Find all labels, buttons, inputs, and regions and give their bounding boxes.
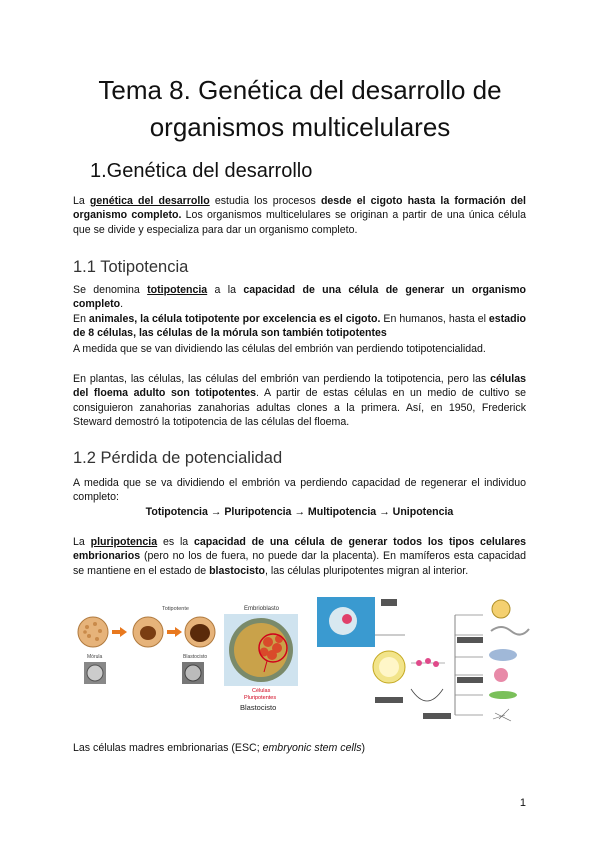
document-title bbox=[60, 72, 540, 146]
oocyte-cell bbox=[492, 600, 510, 618]
potency-sequence bbox=[73, 505, 526, 519]
para-emphasis: capacidad de una célula de generar un organismo completo bbox=[73, 284, 527, 311]
title-line-2: organismos multicelulares bbox=[149, 112, 451, 142]
para-text: (pero no los de fuera, no puede dar la placenta). En mamíferos esta capacidad se mantiene en el estado de bbox=[73, 550, 526, 577]
caption-text: ) bbox=[361, 742, 366, 754]
fig-label-totipotente: Totipotente bbox=[162, 606, 189, 612]
zygote-cell bbox=[78, 617, 108, 647]
para-text: a la bbox=[207, 284, 244, 296]
micrograph-2-cell bbox=[185, 665, 201, 681]
culture-curve bbox=[411, 689, 443, 701]
totipotencia-definition bbox=[73, 283, 526, 312]
intro-term: genética del desarrollo bbox=[89, 195, 210, 207]
caption-italic: embryonic stem cells bbox=[262, 742, 362, 754]
figure-caption bbox=[73, 741, 526, 755]
para-text: En plantas, las células, las células del embrión van perdiendo la totipotencia, pero las bbox=[73, 373, 491, 385]
arrowhead-2 bbox=[175, 627, 182, 637]
diagram-label-4 bbox=[457, 637, 483, 643]
para-text: es la bbox=[157, 536, 195, 548]
para-text: . bbox=[120, 298, 124, 311]
para-emphasis: capacidad de una célula de generar todos los tipos celulares embrionarios bbox=[73, 536, 527, 563]
para-emphasis: células del floema adulto son totipotentes bbox=[73, 373, 526, 400]
para-emphasis: blastocisto bbox=[209, 564, 265, 577]
nerve-cell bbox=[493, 709, 511, 721]
fig-label-celulas: Células bbox=[252, 688, 271, 694]
section-1-1-heading: 1.1 Totipotencia bbox=[73, 258, 189, 276]
para-text: Se denomina bbox=[73, 284, 148, 296]
section-1-heading: 1.Genética del desarrollo bbox=[90, 160, 313, 182]
blastocyst-diagram-cavity bbox=[379, 657, 399, 677]
section-1-2-heading: 1.2 Pérdida de potencialidad bbox=[73, 449, 283, 467]
plantas-paragraph bbox=[73, 372, 526, 429]
epithelial-cell bbox=[489, 691, 517, 699]
fig-label-blastocisto-main: Blastocisto bbox=[240, 703, 277, 712]
fig-label-pluripotentes: Pluripotentes bbox=[244, 695, 277, 701]
branch-arrows bbox=[455, 615, 483, 715]
fig-label-blastocisto: Blastocisto bbox=[183, 654, 208, 660]
arrowhead-1 bbox=[120, 627, 127, 637]
muscle-cell bbox=[489, 649, 517, 661]
intro-text: estudia los procesos bbox=[209, 195, 321, 207]
page-number: 1 bbox=[519, 797, 526, 809]
para-emphasis: estadio de 8 células, las células de la mórula son también totipotentes bbox=[73, 313, 526, 340]
para-emphasis: animales, la célula totipotente por excelencia es el cigoto. bbox=[88, 313, 381, 325]
diagram-label-5 bbox=[457, 677, 483, 683]
diagram-label-box bbox=[381, 599, 397, 606]
micrograph-1-cell bbox=[87, 665, 103, 681]
intro-paragraph bbox=[73, 194, 526, 237]
animales-paragraph bbox=[73, 312, 526, 341]
para-text: En humanos, hasta el bbox=[380, 313, 489, 325]
neuron-cell bbox=[491, 627, 529, 635]
intro-emphasis: desde el cigoto hasta la formación del organismo completo. bbox=[73, 195, 526, 222]
caption-text: Las células madres embrionarias (ESC; bbox=[73, 742, 263, 754]
intro-text: La bbox=[73, 195, 90, 207]
sequence-text: Totipotencia → Pluripotencia → Multipotencia → Unipotencia bbox=[145, 506, 454, 518]
para-term: pluripotencia bbox=[90, 536, 158, 548]
pluripotencia-paragraph bbox=[73, 535, 526, 578]
cleavage-figure bbox=[76, 600, 216, 690]
para-term: totipotencia bbox=[147, 284, 208, 296]
title-line-1: Tema 8. Genética del desarrollo de bbox=[98, 75, 502, 105]
blastocyst-figure bbox=[222, 600, 302, 712]
potencialidad-paragraph: A medida que se va dividiendo el embrión va perdiendo capacidad de regenerar el individuo completo: bbox=[73, 477, 526, 504]
morula-core bbox=[140, 626, 156, 640]
fig-label-embrioblasto: Embrioblasto bbox=[244, 606, 280, 612]
diagram-label-3 bbox=[423, 713, 451, 719]
stem-cells-dish bbox=[416, 658, 439, 667]
para-text: La bbox=[73, 536, 91, 548]
blastocyst-core bbox=[190, 624, 210, 642]
fig-label-morula: Mórula bbox=[87, 654, 103, 660]
embryo-nucleus bbox=[342, 614, 352, 624]
para-text: . A partir de estas células en un medio de cultivo se consiguieron zanahorias zanahorias adultas clones a la primera. Así, en 1950, Frederick Steward demostró la totipotencia de las células del floema. bbox=[73, 387, 527, 428]
para-text: En bbox=[73, 313, 89, 325]
intro-text: Los organismos multicelulares se originan a partir de una única célula que se divide y especializa para dar un organismo completo. bbox=[73, 209, 526, 236]
para-text: , las células pluripotentes migran al interior. bbox=[265, 564, 469, 577]
esc-differentiation-figure bbox=[315, 595, 530, 725]
blood-cell bbox=[494, 668, 508, 682]
totipotencialidad-paragraph: A medida que se van dividiendo las células del embrión van perdiendo totipotencialidad. bbox=[73, 343, 486, 355]
diagram-label-2 bbox=[375, 697, 403, 703]
